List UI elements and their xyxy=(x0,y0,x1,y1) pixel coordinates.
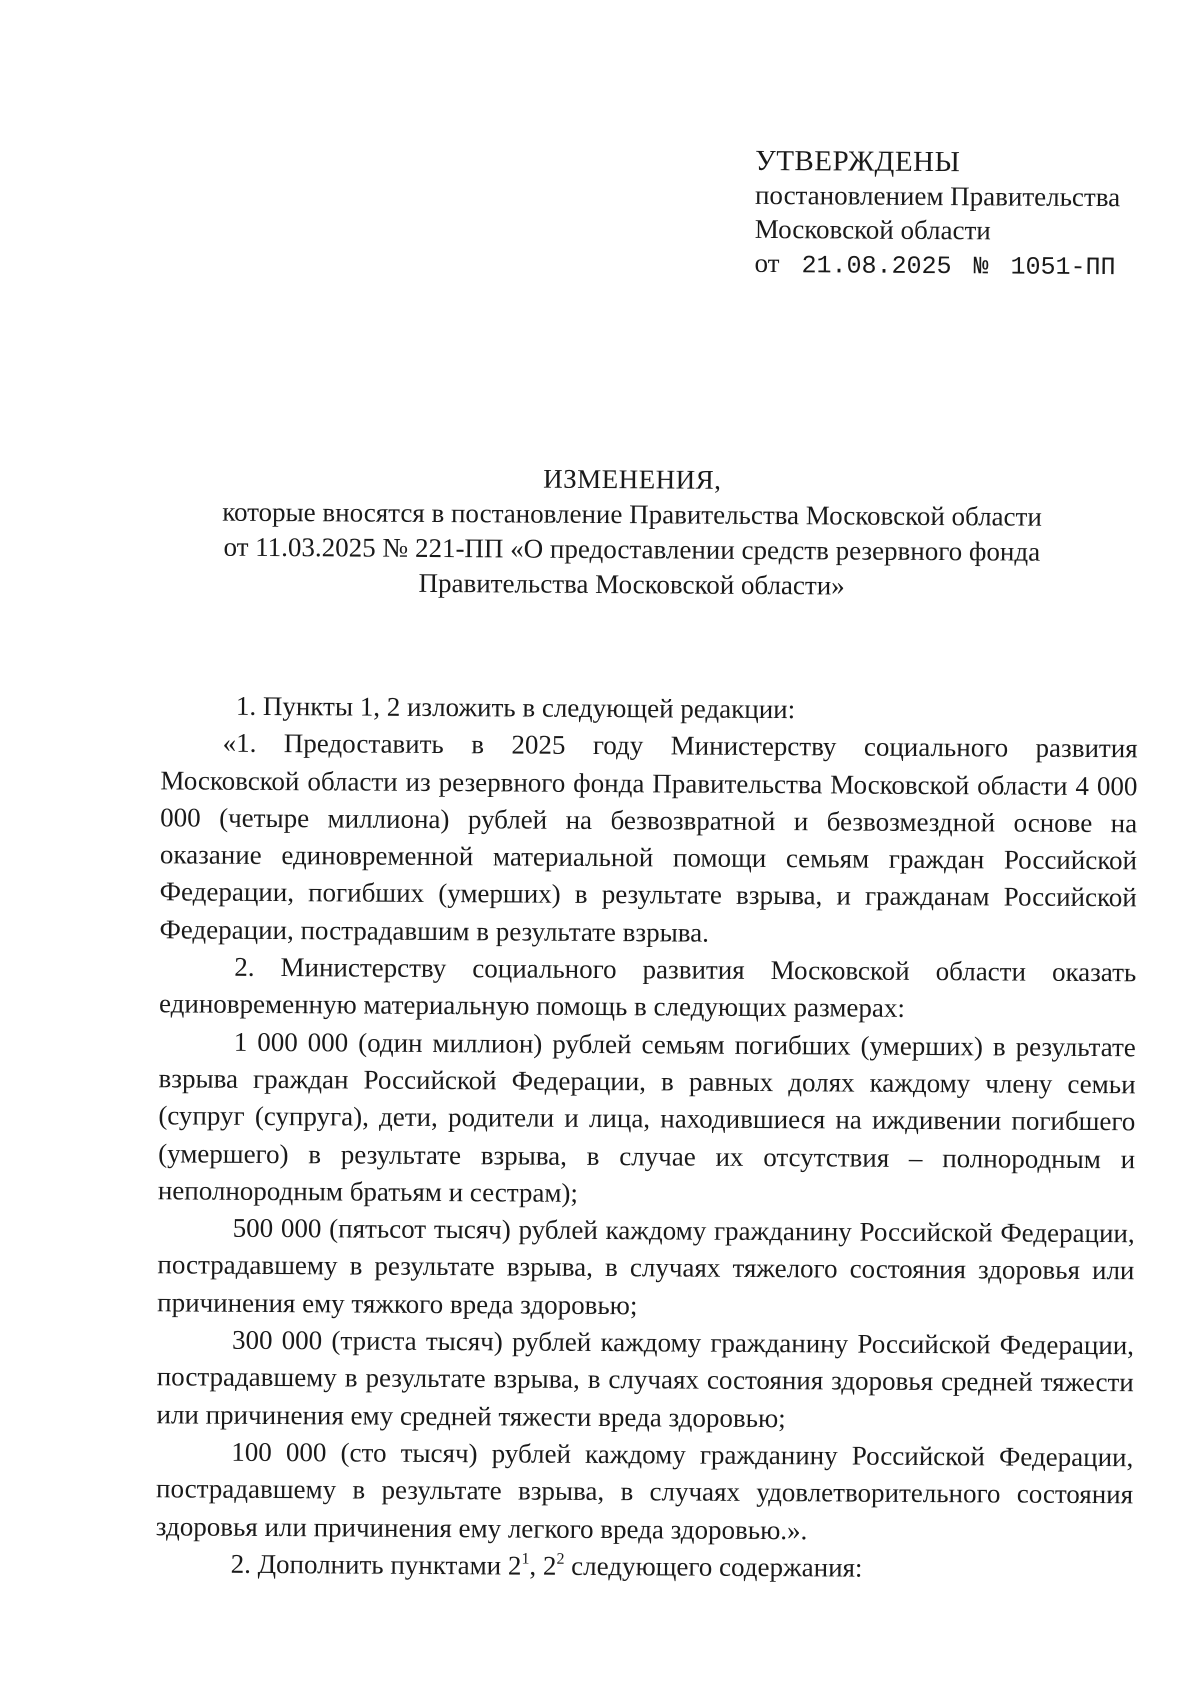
paragraph-8-start: 2. Дополнить пунктами 2 xyxy=(230,1548,522,1581)
approval-date: 21.08.2025 xyxy=(801,251,952,282)
paragraph-6: 300 000 (триста тысяч) рублей каждому гражданину Российской Федерации, пострадавшему в результате взрыва, в случаях состояния здоровья средней тяжести или причинения ему средней тяжести вреда здоровью; xyxy=(156,1324,1135,1433)
paragraph-8 xyxy=(156,1545,1133,1588)
approval-date-line xyxy=(754,246,1119,285)
heading-line-2: от 11.03.2025 № 221-ПП «О предоставлении средств резервного фонда xyxy=(223,531,1041,567)
approval-number: 1051-ПП xyxy=(1010,252,1116,283)
approval-date-prefix: от xyxy=(754,247,780,279)
paragraph-4: 1 000 000 (один миллион) рублей семьям погибших (умерших) в результате взрыва граждан Российской Федерации, в равных долях каждому члену семьи (супруг (супруга), дети, родители и лица, находившиеся на иждивении погибшего (умершего) в результате взрыва, в случае их отсутствия – полнородным и неполнородным братьям и сестрам); xyxy=(157,1026,1136,1208)
paragraph-1: 1. Пункты 1, 2 изложить в следующей редакции: xyxy=(235,690,796,725)
superscript-2: 2 xyxy=(556,1550,565,1568)
approval-line-1: постановлением Правительства xyxy=(754,179,1121,213)
superscript-1: 1 xyxy=(521,1550,530,1568)
document-body xyxy=(156,687,1138,1588)
paragraph-7: 100 000 (сто тысяч) рублей каждому гражданину Российской Федерации, пострадавшему в результате взрыва, в случаях удовлетворительного состояния здоровья или причинения ему легкого вреда здоровью.». xyxy=(155,1436,1134,1545)
approval-title: УТВЕРЖДЕНЫ xyxy=(755,144,961,179)
paragraph-8-sep: , 2 xyxy=(529,1550,557,1581)
document-heading xyxy=(152,459,1113,605)
approval-block xyxy=(754,144,1120,285)
paragraph-2: «1. Предоставить в 2025 году Министерству социального развития Московской области из резервного фонда Правительства Московской области 4 000 000 (четыре миллиона) рублей на безвозвратной и безвозмездной основе на оказание единовременной материальной помощи семьям граждан Российской Федерации, погибших (умерших) в результате взрыва, и гражданам Российской Федерации, пострадавшим в результате взрыва. xyxy=(159,727,1138,948)
heading-line-3: Правительства Московской области» xyxy=(418,567,845,601)
heading-line-1: которые вносятся в постановление Правительства Московской области xyxy=(222,496,1042,532)
approval-line-2: Московской области xyxy=(754,213,991,246)
approval-number-sign: № xyxy=(973,252,989,282)
heading-title: ИЗМЕНЕНИЯ, xyxy=(543,463,722,495)
paragraph-3: 2. Министерству социального развития Московской области оказать единовременную материальную помощь в следующих размерах: xyxy=(158,951,1137,1024)
paragraph-5: 500 000 (пятьсот тысяч) рублей каждому гражданину Российской Федерации, пострадавшему в результате взрыва, в случаях тяжелого состояния здоровья или причинения ему тяжкого вреда здоровью; xyxy=(157,1212,1135,1320)
paragraph-8-end: следующего содержания: xyxy=(564,1550,863,1583)
